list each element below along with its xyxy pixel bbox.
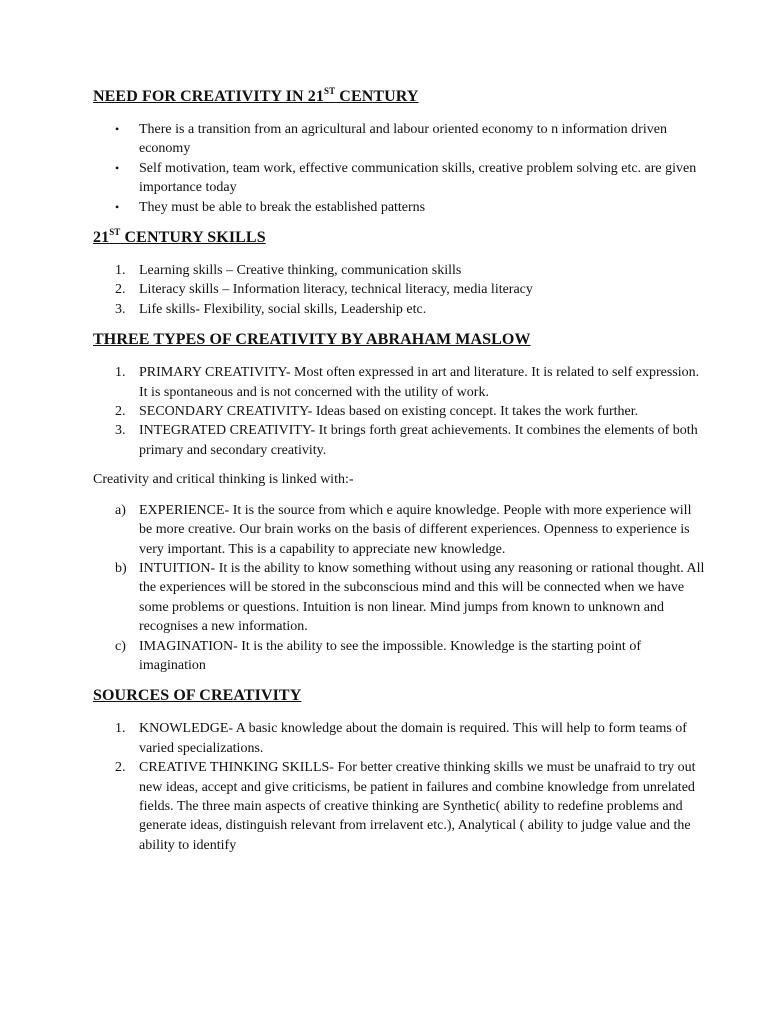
- list-item: [93, 758, 708, 855]
- list-marker: 1.: [115, 365, 126, 381]
- list-item-text: There is a transition from an agricultural and labour oriented economy to n information driven economy: [139, 122, 667, 157]
- numbered-list-types: [93, 363, 708, 460]
- list-marker: b): [115, 560, 127, 576]
- list-marker: 2.: [115, 760, 126, 776]
- list-item-text: They must be able to break the established patterns: [139, 199, 426, 215]
- list-item: [93, 363, 708, 402]
- heading-text-end: CENTURY: [335, 88, 419, 105]
- bullet-marker: •: [115, 160, 120, 175]
- numbered-list-skills: [93, 261, 708, 319]
- list-marker: 1.: [115, 721, 126, 737]
- list-marker: 2.: [115, 404, 126, 420]
- list-item-text: PRIMARY CREATIVITY- Most often expressed in art and literature. It is related to self expression. It is spontaneous and is not concerned with the utility of work.: [139, 365, 700, 400]
- list-item-text: Literacy skills – Information literacy, technical literacy, media literacy: [139, 282, 533, 298]
- intro-paragraph: Creativity and critical thinking is linked with:-: [93, 472, 354, 488]
- numbered-list-sources: [93, 719, 708, 855]
- list-marker: 3.: [115, 423, 126, 439]
- list-item: [93, 559, 708, 637]
- list-item: [93, 261, 708, 280]
- list-item-text: INTUITION- It is the ability to know something without using any reasoning or rational thought. All the experiences will be stored in the subconscious mind and this will be connected when we have some problems or questions. Intuition is non linear. Mind jumps from known to unknown and recognises a new information.: [139, 560, 705, 635]
- list-item: [93, 280, 708, 299]
- heading-text: NEED FOR CREATIVITY IN 21: [93, 88, 324, 105]
- list-item: [93, 637, 708, 676]
- list-item: [93, 300, 708, 319]
- list-item: [93, 402, 708, 421]
- lettered-list-links: [93, 501, 708, 676]
- list-marker: 3.: [115, 301, 126, 317]
- list-item-text: Life skills- Flexibility, social skills, Leadership etc.: [139, 301, 427, 317]
- list-item-text: IMAGINATION- It is the ability to see the impossible. Knowledge is the starting point of imagination: [139, 638, 641, 673]
- list-item: [93, 501, 708, 559]
- list-item-text: CREATIVE THINKING SKILLS- For better creative thinking skills we must be unafraid to try out new ideas, accept and give criticisms, be patient in failures and combine knowledge from unrelated fields. The three main aspects of creative thinking are Synthetic( ability to redefine problems and generate ideas, distinguish relevant from irrelavent etc.), Analytical ( ability to judge value and the ability to identify: [139, 760, 696, 853]
- list-item-text: INTEGRATED CREATIVITY- It brings forth great achievements. It combines the elements of both primary and secondary creativity.: [139, 423, 698, 458]
- bullet-marker: •: [115, 122, 120, 136]
- heading-century-skills: [93, 227, 708, 249]
- bullet-list-need: [93, 120, 708, 217]
- list-item-text: Self motivation, team work, effective communication skills, creative problem solving etc. are given importance today: [139, 160, 697, 196]
- list-marker: 1.: [115, 263, 126, 279]
- list-item-text: KNOWLEDGE- A basic knowledge about the domain is required. This will help to form teams of varied specializations.: [139, 721, 687, 756]
- heading-need-for-creativity: [93, 86, 708, 108]
- heading-three-types: THREE TYPES OF CREATIVITY BY ABRAHAM MASLOW: [93, 331, 531, 349]
- heading-text: 21: [93, 229, 110, 247]
- list-item: [93, 198, 708, 217]
- heading-superscript: ST: [323, 86, 336, 96]
- heading-superscript: ST: [109, 227, 121, 238]
- list-item-text: EXPERIENCE- It is the source from which e aquire knowledge. People with more experience will be more creative. Our brain works on the basis of different experiences. Openness to experience is very important. This is a capability to appreciate new knowledge.: [139, 502, 692, 557]
- heading-text-end: CENTURY SKILLS: [120, 229, 266, 247]
- list-item: [93, 159, 708, 198]
- list-item-text: SECONDARY CREATIVITY- Ideas based on existing concept. It takes the work further.: [139, 404, 639, 420]
- list-item: [93, 120, 708, 159]
- list-marker: 2.: [115, 282, 126, 298]
- list-marker: c): [115, 638, 126, 654]
- list-item: [93, 421, 708, 460]
- list-marker: a): [115, 502, 126, 518]
- list-item-text: Learning skills – Creative thinking, communication skills: [139, 263, 462, 279]
- bullet-marker: •: [115, 199, 120, 214]
- heading-sources: SOURCES OF CREATIVITY: [93, 687, 302, 705]
- list-item: [93, 719, 708, 758]
